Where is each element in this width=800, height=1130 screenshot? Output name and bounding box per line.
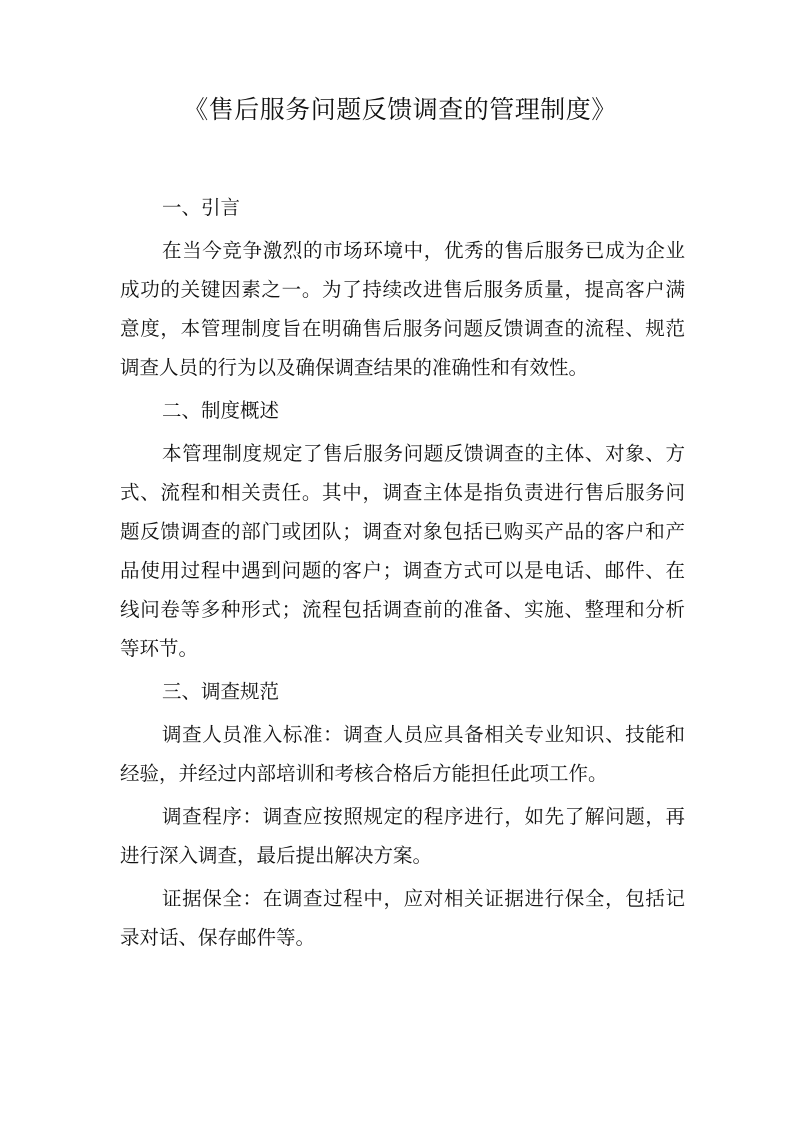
document-title: 《售后服务问题反馈调查的管理制度》 (183, 95, 617, 124)
paragraph: 在当今竞争激烈的市场环境中，优秀的售后服务已成为企业成功的关键因素之一。为了持续改进售后服务质量，提高客户满意度，本管理制度旨在明确售后服务问题反馈调查的流程、规范调查人员的行为以及确保调查结果的准确性和有效性。 (120, 239, 685, 379)
paragraph: 调查人员准入标准：调查人员应具备相关专业知识、技能和经验，并经过内部培训和考核合格后方能担任此项工作。 (120, 723, 685, 785)
paragraph: 调查程序：调查应按照规定的程序进行，如先了解问题，再进行深入调查，最后提出解决方案。 (120, 805, 685, 867)
section-heading: 一、引言 (162, 196, 241, 219)
paragraph: 证据保全：在调查过程中，应对相关证据进行保全，包括记录对话、保存邮件等。 (120, 887, 685, 949)
document-body (120, 188, 685, 961)
section-overview (120, 391, 685, 668)
section-introduction (120, 188, 685, 387)
paragraph: 本管理制度规定了售后服务问题反馈调查的主体、对象、方式、流程和相关责任。其中，调查主体是指负责进行售后服务问题反馈调查的部门或团队；调查对象包括已购买产品的客户和产品使用过程中遇到问题的客户；调查方式可以是电话、邮件、在线问卷等多种形式；流程包括调查前的准备、实施、整理和分析等环节。 (120, 442, 685, 660)
section-heading: 三、调查规范 (162, 680, 280, 703)
section-heading: 二、制度概述 (162, 399, 280, 422)
section-survey-standards (120, 672, 685, 957)
